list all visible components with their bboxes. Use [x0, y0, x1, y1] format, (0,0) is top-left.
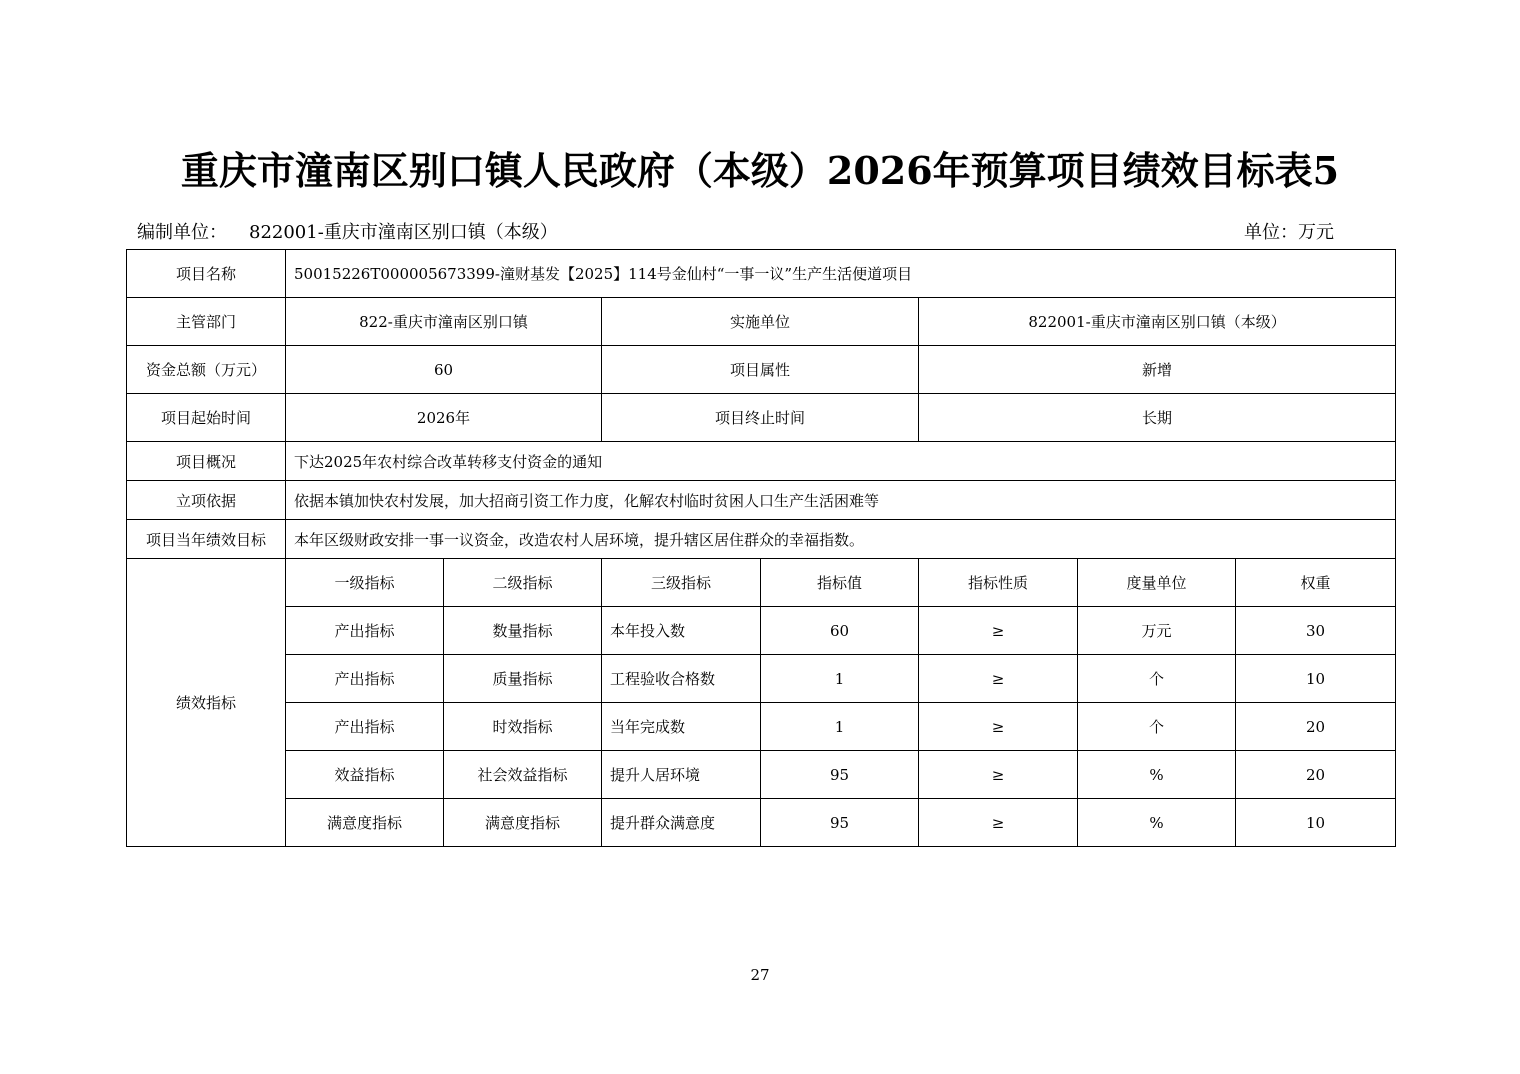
indicator-nature: ≥	[919, 655, 1078, 703]
indicator-level2: 满意度指标	[444, 799, 602, 847]
indicator-level2: 数量指标	[444, 607, 602, 655]
indicator-row	[127, 703, 1396, 751]
indicator-value: 60	[761, 607, 919, 655]
indicator-level2: 质量指标	[444, 655, 602, 703]
fund-total-value: 60	[286, 346, 602, 394]
basis-value: 依据本镇加快农村发展，加大招商引资工作力度，化解农村临时贫困人口生产生活困难等	[286, 481, 1396, 520]
project-attr-label: 项目属性	[602, 346, 919, 394]
indicator-row	[127, 607, 1396, 655]
header-level3: 三级指标	[602, 559, 761, 607]
header-level2: 二级指标	[444, 559, 602, 607]
table-row	[127, 520, 1396, 559]
indicator-nature: ≥	[919, 751, 1078, 799]
indicator-level1: 满意度指标	[286, 799, 444, 847]
indicator-row	[127, 799, 1396, 847]
indicator-level1: 产出指标	[286, 703, 444, 751]
fund-total-label: 资金总额（万元）	[127, 346, 286, 394]
table-row	[127, 442, 1396, 481]
indicator-unit: 个	[1078, 703, 1236, 751]
indicator-unit: %	[1078, 751, 1236, 799]
compiling-unit-label: 编制单位：	[137, 222, 227, 243]
dept-value: 822-重庆市潼南区别口镇	[286, 298, 602, 346]
dept-label: 主管部门	[127, 298, 286, 346]
indicator-weight: 10	[1236, 799, 1396, 847]
header-weight: 权重	[1236, 559, 1396, 607]
header-unit: 度量单位	[1078, 559, 1236, 607]
impl-unit-label: 实施单位	[602, 298, 919, 346]
indicator-weight: 20	[1236, 751, 1396, 799]
project-attr-value: 新增	[919, 346, 1396, 394]
indicator-level1: 效益指标	[286, 751, 444, 799]
overview-value: 下达2025年农村综合改革转移支付资金的通知	[286, 442, 1396, 481]
indicator-weight: 20	[1236, 703, 1396, 751]
indicator-weight: 10	[1236, 655, 1396, 703]
indicators-section-label: 绩效指标	[127, 559, 286, 847]
indicator-weight: 30	[1236, 607, 1396, 655]
indicator-level3: 本年投入数	[602, 607, 761, 655]
indicator-value: 95	[761, 751, 919, 799]
project-name-label: 项目名称	[127, 250, 286, 298]
annual-goal-label: 项目当年绩效目标	[127, 520, 286, 559]
table-row	[127, 481, 1396, 520]
compiling-unit-value: 822001-重庆市潼南区别口镇（本级）	[249, 222, 558, 243]
indicator-value: 1	[761, 703, 919, 751]
currency-unit: 单位：万元	[1244, 222, 1334, 243]
start-time-label: 项目起始时间	[127, 394, 286, 442]
basis-label: 立项依据	[127, 481, 286, 520]
overview-label: 项目概况	[127, 442, 286, 481]
indicator-level3: 提升群众满意度	[602, 799, 761, 847]
indicator-unit: 万元	[1078, 607, 1236, 655]
indicator-unit: %	[1078, 799, 1236, 847]
indicator-level2: 社会效益指标	[444, 751, 602, 799]
page-title: 重庆市潼南区别口镇人民政府（本级）2026年预算项目绩效目标表5	[180, 148, 1340, 193]
annual-goal-value: 本年区级财政安排一事一议资金，改造农村人居环境，提升辖区居住群众的幸福指数。	[286, 520, 1396, 559]
compiling-unit	[137, 218, 558, 244]
indicator-row	[127, 655, 1396, 703]
indicator-level3: 提升人居环境	[602, 751, 761, 799]
indicator-header-row	[127, 559, 1396, 607]
start-time-value: 2026年	[286, 394, 602, 442]
header-level1: 一级指标	[286, 559, 444, 607]
indicator-level2: 时效指标	[444, 703, 602, 751]
indicator-value: 95	[761, 799, 919, 847]
indicator-value: 1	[761, 655, 919, 703]
indicator-level3: 工程验收合格数	[602, 655, 761, 703]
end-time-label: 项目终止时间	[602, 394, 919, 442]
indicator-level1: 产出指标	[286, 655, 444, 703]
indicator-row	[127, 751, 1396, 799]
project-name-value: 50015226T000005673399-潼财基发【2025】114号金仙村“一事一议”生产生活便道项目	[286, 250, 1396, 298]
indicator-nature: ≥	[919, 703, 1078, 751]
table-row	[127, 394, 1396, 442]
performance-target-table	[126, 249, 1396, 847]
indicator-nature: ≥	[919, 607, 1078, 655]
header-value: 指标值	[761, 559, 919, 607]
indicator-level1: 产出指标	[286, 607, 444, 655]
indicator-unit: 个	[1078, 655, 1236, 703]
indicator-level3: 当年完成数	[602, 703, 761, 751]
header-nature: 指标性质	[919, 559, 1078, 607]
table-row	[127, 346, 1396, 394]
end-time-value: 长期	[919, 394, 1396, 442]
indicator-nature: ≥	[919, 799, 1078, 847]
page-number: 27	[750, 966, 770, 984]
table-row	[127, 250, 1396, 298]
impl-unit-value: 822001-重庆市潼南区别口镇（本级）	[919, 298, 1396, 346]
table-row	[127, 298, 1396, 346]
